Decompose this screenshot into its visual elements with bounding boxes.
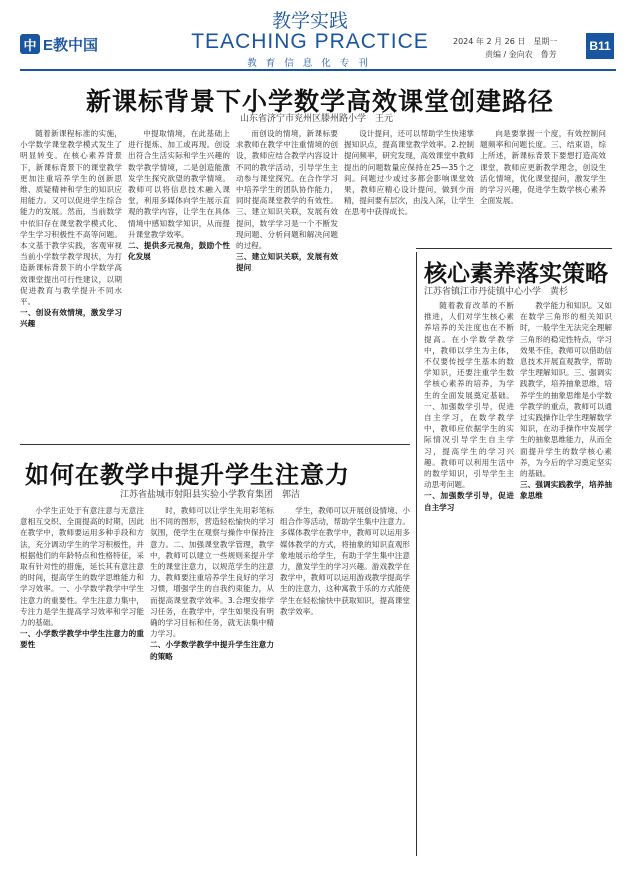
article3-paragraph: 教学能力和知识。又如在数学三角形的相关知识时，一般学生无法完全理解三角形的稳定性特点，学习效果不佳，教师可以借助信息技术开展直观教学，帮助学生理解知识。三、强调实践教学，培养抽象思维，培养学生的抽象思维是小学数学教学的重点，教师可以通过实践操作让学生理解数学知识，在动手操作中发展学生的抽象思维能力，从而全面提升学生的数学核心素养，为今后的学习奠定坚实的基础。 (520, 301, 612, 479)
article2-column-3 (280, 505, 410, 856)
article3-heading: 三、强调实践教学，培养抽象思维 (520, 480, 612, 501)
article2-title: 如何在教学中提升学生注意力 (25, 461, 350, 489)
article1-column-1 (20, 128, 122, 436)
article2-paragraph: 时，教师可以让学生先用彩笔标出不同的图形，营造轻松愉快的学习氛围，使学生在观察与操作中保持注意力。二、加强课堂教学管理，教学中，教师可以建立一些规则来提升学生的课堂注意力，以规范学生的注意力，教师要注重培养学生良好的学习习惯，增强学生的自我约束能力，从而提高课堂教学效率。3.合理安排学习任务，在教学中，学生如果没有明确的学习目标和任务，就无法集中精力学习。 (150, 506, 274, 639)
article1-byline: 山东省济宁市兖州区滕州路小学 王元 (240, 114, 394, 124)
logo-text: E教中国 (43, 36, 99, 54)
section-subtitle: 教 育 信 息 化 专 刊 (247, 58, 371, 69)
article1-paragraph: 随着新课程标准的实施，小学数学课堂教学模式发生了明显转变。在核心素养背景下，新课标背景下的课堂教学更加注重培养学生的创新思维、质疑精神和学生的知识应用能力。又可以促进学生综合能力的发展。然而，当前数学中依旧存在课堂教学模式化、学生学习积极性不高等问题。本文基于教学实践，客观审视当前小学数学教学现状，为打造新课标背景下的小学数学高效课堂提出可行性建议，以期促进教育与教学提升不同水平。 (20, 129, 122, 307)
article3-paragraph: 随着教育改革的不断推进，人们对学生核心素养培养的关注度也在不断提高。在小学数学教学中，教师以学生为主体，不仅要传授学生基本的数学知识，还要注重学生数学核心素养的培养，为学生的全面发展奠定基础。一、加强数学引导，促进自主学习，在数学教学中，教师应依据学生的实际情况引导学生自主学习，提高学生的学习兴趣。教师可以利用生活中的数学知识，引导学生主动思考问题。 (424, 301, 514, 490)
editor-credit: 责编 / 金向农 鲁芳 (485, 50, 557, 59)
page-header (0, 0, 624, 74)
issue-date: 2024 年 2 月 26 日 星期一 (453, 37, 558, 46)
article3-byline: 江苏省镇江市丹徒镇中心小学 黄杉 (424, 287, 569, 297)
article2-heading: 一、小学数学教学中学生注意力的重要性 (20, 629, 144, 650)
article1-paragraph: 设计提问，还可以帮助学生快速掌握知识点，提高课堂教学效率。2.控制提问频率，研究发现，高效课堂中教师提出的问题数量应保持在25—35个之间。问题过少或过多都会影响课堂效果，教师应精心设计提问，做到少而精，提问要有层次，由浅入深，让学生在思考中获得成长。 (344, 129, 474, 217)
article1-paragraph: 而创设的情境，新课标要求教师在教学中注重情境的创设，教师应结合教学内容设计不同的教学活动，引导学生主动参与课堂探究。在合作学习中培养学生的团队协作能力，同时提高课堂教学的有效性。三、建立知识关联，发展有效提问，数学学习是一个不断发现问题、分析问题和解决问题的过程。 (236, 129, 338, 251)
column-divider (416, 252, 417, 856)
article3-heading: 一、加强数学引导，促进自主学习 (424, 491, 514, 512)
article2-column-2 (150, 505, 274, 856)
section-title-en: TEACHING PRACTICE (191, 30, 429, 53)
article1-column-3 (236, 128, 338, 436)
section-title-cn: 教学实践 (271, 10, 348, 32)
page-number-badge: B11 (586, 33, 614, 59)
article2-divider (20, 444, 410, 445)
article3-divider (416, 248, 612, 249)
article3-column-1 (424, 300, 514, 856)
article1-heading: 三、建立知识关联，发展有效提问 (236, 252, 338, 273)
article1-column-2 (128, 128, 230, 436)
article1-paragraph: 中提取情境，在此基础上进行提炼、加工或再现。创设出符合生活实际和学生兴趣的数学教学情境，二是创造能激发学生探究欲望的教学情境。教师可以将信息技术融入课堂，利用多媒体向学生展示直观的教学内容，让学生在具体情境中感知数学知识，从而提升课堂教学效率。 (128, 129, 230, 239)
article1-paragraph: 向是要掌握一个度，有效控制问题频率和问题长度。三、结束语，综上所述，新课标背景下要想打造高效课堂，教师应更新教学理念，创设生活化情境，优化课堂提问，激发学生的学习兴趣，促进学生数学核心素养全面发展。 (480, 129, 606, 206)
article2-column-1 (20, 505, 144, 856)
article2-paragraph: 小学生正处于有意注意与无意注意相互交织、全面提高的时期，因此在教学中，教师要运用多种手段和方法，充分调动学生的学习积极性，并根据他们的年龄特点和性格特征，采取有针对性的措施，延长其有意注意的时间，提高学生的数学思维能力和学习效率。一、小学数学教学中学生注意力的重要性。学生注意力集中，专注力是学生提高学习效率和学习能力的基础。 (20, 506, 144, 628)
article1-heading: 二、提供多元视角，鼓励个性化发展 (128, 241, 230, 262)
publication-logo[interactable] (20, 33, 98, 55)
article2-paragraph: 学生，教师可以开展创设情境、小组合作等活动，帮助学生集中注意力。多媒体教学在教学中，教师可以运用多媒体教学的方式，将抽象的知识直观形象地展示给学生，有助于学生集中注意力，激发学生的学习兴趣。游戏教学在教学中，教师可以运用游戏教学提高学生的注意力，这种寓教于乐的方式能使学生在轻松愉快中获取知识，提高课堂教学效率。 (280, 506, 410, 616)
article3-title: 核心素养落实策略 (424, 261, 608, 287)
article1-column-5 (480, 128, 606, 246)
article2-heading: 二、小学数学教学中提升学生注意力的策略 (150, 640, 274, 661)
header-divider (20, 69, 616, 71)
article1-column-4 (344, 128, 474, 246)
article1-heading: 一、创设有效情境，激发学习兴趣 (20, 308, 122, 329)
article3-column-2 (520, 300, 612, 856)
article2-byline: 江苏省盐城市射阳县实验小学教育集团 郭洁 (120, 490, 301, 500)
logo-mark-icon: 中 (20, 34, 40, 54)
article1-title: 新课标背景下小学数学高效课堂创建路径 (85, 87, 554, 116)
